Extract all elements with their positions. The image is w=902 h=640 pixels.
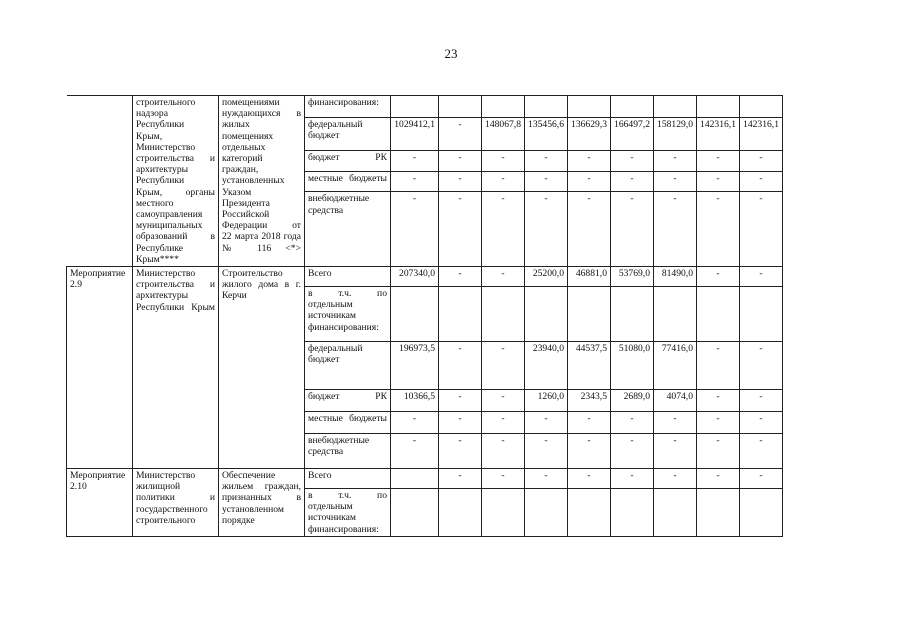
source-cell: внебюджетные средства [305, 192, 391, 267]
value-cell: - [611, 150, 654, 171]
value-cell: - [568, 434, 611, 469]
value-cell: - [525, 469, 568, 489]
value-cell: - [740, 192, 783, 267]
value-cell: - [740, 267, 783, 287]
value-cell: 207340,0 [391, 267, 439, 287]
page-number: 23 [444, 46, 458, 61]
value-cell: - [439, 171, 482, 192]
value-cell: - [525, 171, 568, 192]
value-cell [482, 96, 525, 118]
value-cell [391, 287, 439, 342]
value-cell: 2343,5 [568, 390, 611, 412]
value-cell: - [439, 192, 482, 267]
value-cell: 51080,0 [611, 342, 654, 390]
value-cell: 25200,0 [525, 267, 568, 287]
value-cell: - [439, 150, 482, 171]
value-cell [740, 96, 783, 118]
value-cell: - [697, 412, 740, 434]
value-cell [482, 489, 525, 537]
value-cell: 196973,5 [391, 342, 439, 390]
value-cell: - [482, 469, 525, 489]
value-cell: - [740, 171, 783, 192]
value-cell: - [439, 117, 482, 150]
description-cell: Строительство жилого дома в г. Керчи [219, 267, 305, 469]
budget-table [66, 95, 783, 537]
value-cell: - [654, 171, 697, 192]
value-cell: - [568, 412, 611, 434]
value-cell [482, 287, 525, 342]
value-cell: - [439, 469, 482, 489]
value-cell [568, 287, 611, 342]
value-cell: - [568, 171, 611, 192]
event-cell [67, 96, 133, 267]
value-cell: - [439, 434, 482, 469]
value-cell: - [740, 390, 783, 412]
agency-cell: Министерство строительства и архитектуры Республики Крым [133, 267, 219, 469]
value-cell: 2689,0 [611, 390, 654, 412]
source-cell: финансирования: [305, 96, 391, 118]
source-cell: федеральный бюджет [305, 342, 391, 390]
value-cell: 53769,0 [611, 267, 654, 287]
value-cell [568, 96, 611, 118]
value-cell: - [697, 267, 740, 287]
source-cell: внебюджетные средства [305, 434, 391, 469]
value-cell: 1029412,1 [391, 117, 439, 150]
value-cell: - [611, 469, 654, 489]
value-cell: - [654, 434, 697, 469]
value-cell: 1260,0 [525, 390, 568, 412]
value-cell: - [525, 412, 568, 434]
value-cell: - [482, 192, 525, 267]
description-cell: Обеспечение жильем граждан, признанных в установленном порядке [219, 469, 305, 537]
source-cell: местные бюджеты [305, 171, 391, 192]
table-row [67, 469, 783, 489]
value-cell: - [654, 150, 697, 171]
value-cell: - [482, 171, 525, 192]
value-cell [654, 287, 697, 342]
value-cell: - [568, 192, 611, 267]
value-cell: - [568, 469, 611, 489]
source-cell: в т.ч. по отдельным источникам финансирования: [305, 489, 391, 537]
value-cell [439, 489, 482, 537]
value-cell: - [697, 390, 740, 412]
value-cell: - [740, 434, 783, 469]
value-cell: 142316,1 [697, 117, 740, 150]
source-cell: местные бюджеты [305, 412, 391, 434]
value-cell: - [482, 412, 525, 434]
table-row [67, 96, 783, 118]
event-cell: Мероприятие 2.10 [67, 469, 133, 537]
value-cell: - [568, 150, 611, 171]
value-cell: - [740, 412, 783, 434]
value-cell [697, 96, 740, 118]
value-cell: - [482, 267, 525, 287]
value-cell: - [439, 342, 482, 390]
value-cell [439, 96, 482, 118]
value-cell: 135456,6 [525, 117, 568, 150]
value-cell: - [391, 171, 439, 192]
value-cell: 81490,0 [654, 267, 697, 287]
value-cell: - [740, 150, 783, 171]
value-cell: - [740, 469, 783, 489]
value-cell: 23940,0 [525, 342, 568, 390]
value-cell [611, 96, 654, 118]
value-cell [525, 287, 568, 342]
value-cell [525, 489, 568, 537]
value-cell: - [697, 342, 740, 390]
value-cell: 46881,0 [568, 267, 611, 287]
value-cell: - [439, 390, 482, 412]
value-cell [740, 489, 783, 537]
source-cell: бюджет РК [305, 150, 391, 171]
value-cell [697, 287, 740, 342]
value-cell: - [611, 171, 654, 192]
value-cell: - [697, 434, 740, 469]
value-cell: 77416,0 [654, 342, 697, 390]
value-cell [740, 287, 783, 342]
source-cell: бюджет РК [305, 390, 391, 412]
value-cell: 166497,2 [611, 117, 654, 150]
source-cell: федеральный бюджет [305, 117, 391, 150]
value-cell [611, 287, 654, 342]
event-cell: Мероприятие 2.9 [67, 267, 133, 469]
value-cell: - [439, 267, 482, 287]
value-cell: - [482, 342, 525, 390]
value-cell [391, 96, 439, 118]
value-cell: - [391, 150, 439, 171]
value-cell [654, 489, 697, 537]
value-cell [525, 96, 568, 118]
value-cell: - [697, 150, 740, 171]
value-cell: - [697, 469, 740, 489]
value-cell [697, 489, 740, 537]
source-cell: Всего [305, 469, 391, 489]
value-cell: - [654, 192, 697, 267]
agency-cell: строительного надзора Республики Крым, Министерство строительства и архитектуры Республики Крым, органы местного самоуправления муниципальных образований в Республике Крым**** [133, 96, 219, 267]
value-cell: - [482, 150, 525, 171]
value-cell: - [611, 434, 654, 469]
source-cell: в т.ч. по отдельным источникам финансирования: [305, 287, 391, 342]
table-body [67, 96, 783, 537]
value-cell [568, 489, 611, 537]
value-cell: - [482, 390, 525, 412]
value-cell: 10366,5 [391, 390, 439, 412]
value-cell: - [611, 192, 654, 267]
value-cell: - [654, 412, 697, 434]
value-cell: 158129,0 [654, 117, 697, 150]
agency-cell: Министерство жилищной политики и государственного строительного [133, 469, 219, 537]
value-cell: - [391, 192, 439, 267]
value-cell [439, 287, 482, 342]
value-cell: 136629,3 [568, 117, 611, 150]
value-cell: - [525, 150, 568, 171]
value-cell: 44537,5 [568, 342, 611, 390]
value-cell: - [525, 434, 568, 469]
value-cell: - [611, 412, 654, 434]
source-cell: Всего [305, 267, 391, 287]
value-cell [611, 489, 654, 537]
value-cell: - [391, 434, 439, 469]
value-cell: - [482, 434, 525, 469]
value-cell [391, 469, 439, 489]
value-cell: 148067,8 [482, 117, 525, 150]
value-cell: 4074,0 [654, 390, 697, 412]
value-cell: - [697, 171, 740, 192]
value-cell: - [740, 342, 783, 390]
value-cell [391, 489, 439, 537]
value-cell: - [525, 192, 568, 267]
value-cell: - [391, 412, 439, 434]
table-row [67, 267, 783, 287]
value-cell: 142316,1 [740, 117, 783, 150]
value-cell: - [439, 412, 482, 434]
value-cell [654, 96, 697, 118]
value-cell: - [697, 192, 740, 267]
description-cell: помещениями нуждающихся в жилых помещениях отдельных категорий граждан, установленных Указом Президента Российской Федерации от 22 марта 2018 года № 116 <*> [219, 96, 305, 267]
value-cell: - [654, 469, 697, 489]
